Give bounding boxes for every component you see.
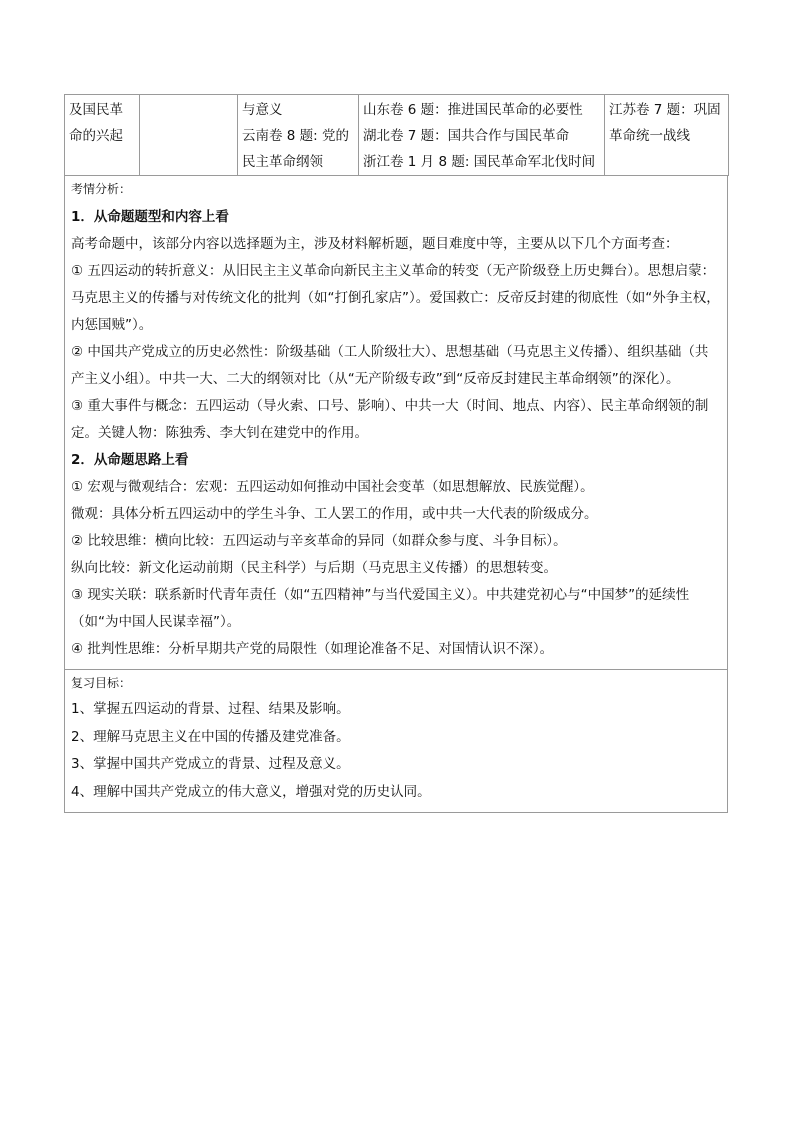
cell-line: 与意义: [242, 102, 283, 118]
section-subheading: 1．从命题题型和内容上看: [71, 209, 229, 225]
analysis-paragraph: ① 宏观与微观结合：宏观：五四运动如何推动中国社会变革（如思想解放、民族觉醒）。: [71, 479, 594, 495]
analysis-paragraph: 高考命题中，该部分内容以选择题为主，涉及材料解析题，题目难度中等，主要从以下几个方面考查：: [71, 236, 679, 252]
analysis-paragraph: ① 五四运动的转折意义：从旧民主主义革命向新民主主义革命的转变（无产阶级登上历史舞台）。思想启蒙：马克思主义的传播与对传统文化的批判（如“打倒孔家店”）。爱国救亡：反帝反封建的彻底性（如“外争主权，内惩国贼”）。: [71, 263, 720, 333]
goal-item: 3、掌握中国共产党成立的背景、过程及意义。: [71, 756, 350, 772]
cell-line: 及国民革: [69, 102, 123, 118]
section-subheading: 2．从命题思路上看: [71, 452, 189, 468]
analysis-paragraph: 纵向比较：新文化运动前期（民主科学）与后期（马克思主义传播）的思想转变。: [71, 560, 557, 576]
table-cell-exam-2: [238, 95, 359, 176]
review-goals-section: [64, 670, 728, 813]
analysis-section: [64, 176, 728, 670]
goal-item: 2、理解马克思主义在中国的传播及建党准备。: [71, 728, 350, 745]
analysis-paragraph: ④ 批判性思维：分析早期共产党的局限性（如理论准备不足、对国情认识不深）。: [71, 641, 554, 657]
cell-line: 江苏卷 7 题：巩固: [609, 102, 721, 118]
analysis-paragraph: ② 比较思维：横向比较：五四运动与辛亥革命的异同（如群众参与度、斗争目标）。: [71, 533, 567, 549]
table-cell-topic: [65, 95, 140, 176]
cell-line: 云南卷 8 题: 党的: [242, 128, 350, 144]
cell-line: 革命统一战线: [609, 128, 690, 144]
table-cell-exam-4: [605, 95, 729, 176]
analysis-paragraph: ② 中国共产党成立的历史必然性：阶级基础（工人阶级壮大）、思想基础（马克思主义传播）、组织基础（共产主义小组）。中共一大、二大的纲领对比（从“无产阶级专政”到“反帝反封建民主革命纲领”的深化）。: [71, 344, 709, 387]
table-cell-exam-3: [359, 95, 605, 176]
cell-line: 民主革命纲领: [242, 154, 323, 170]
exam-table: [64, 94, 729, 176]
analysis-paragraph: ③ 现实关联：联系新时代青年责任（如“五四精神”与当代爱国主义）。中共建党初心与“中国梦”的延续性（如“为中国人民谋幸福”）。: [71, 587, 690, 630]
analysis-heading: 考情分析：: [71, 182, 132, 196]
goal-item: 1、掌握五四运动的背景、过程、结果及影响。: [71, 701, 350, 717]
analysis-paragraph: ③ 重大事件与概念：五四运动（导火索、口号、影响）、中共一大（时间、地点、内容）、民主革命纲领的制定。关键人物：陈独秀、李大钊在建党中的作用。: [71, 398, 709, 441]
table-row: [65, 95, 729, 176]
goal-item: 4、理解中国共产党成立的伟大意义，增强对党的历史认同。: [71, 783, 431, 800]
goals-heading: 复习目标：: [71, 676, 132, 690]
analysis-paragraph: 微观：具体分析五四运动中的学生斗争、工人罢工的作用，或中共一大代表的阶级成分。: [71, 506, 598, 522]
document-page: [64, 94, 728, 813]
cell-line: 命的兴起: [69, 128, 123, 144]
cell-line: 山东卷 6 题：推进国民革命的必要性: [363, 102, 583, 118]
cell-line: 浙江卷 1 月 8 题: 国民革命军北伐时间: [363, 154, 596, 170]
table-cell-empty: [140, 95, 238, 176]
cell-line: 湖北卷 7 题：国共合作与国民革命: [363, 128, 570, 144]
